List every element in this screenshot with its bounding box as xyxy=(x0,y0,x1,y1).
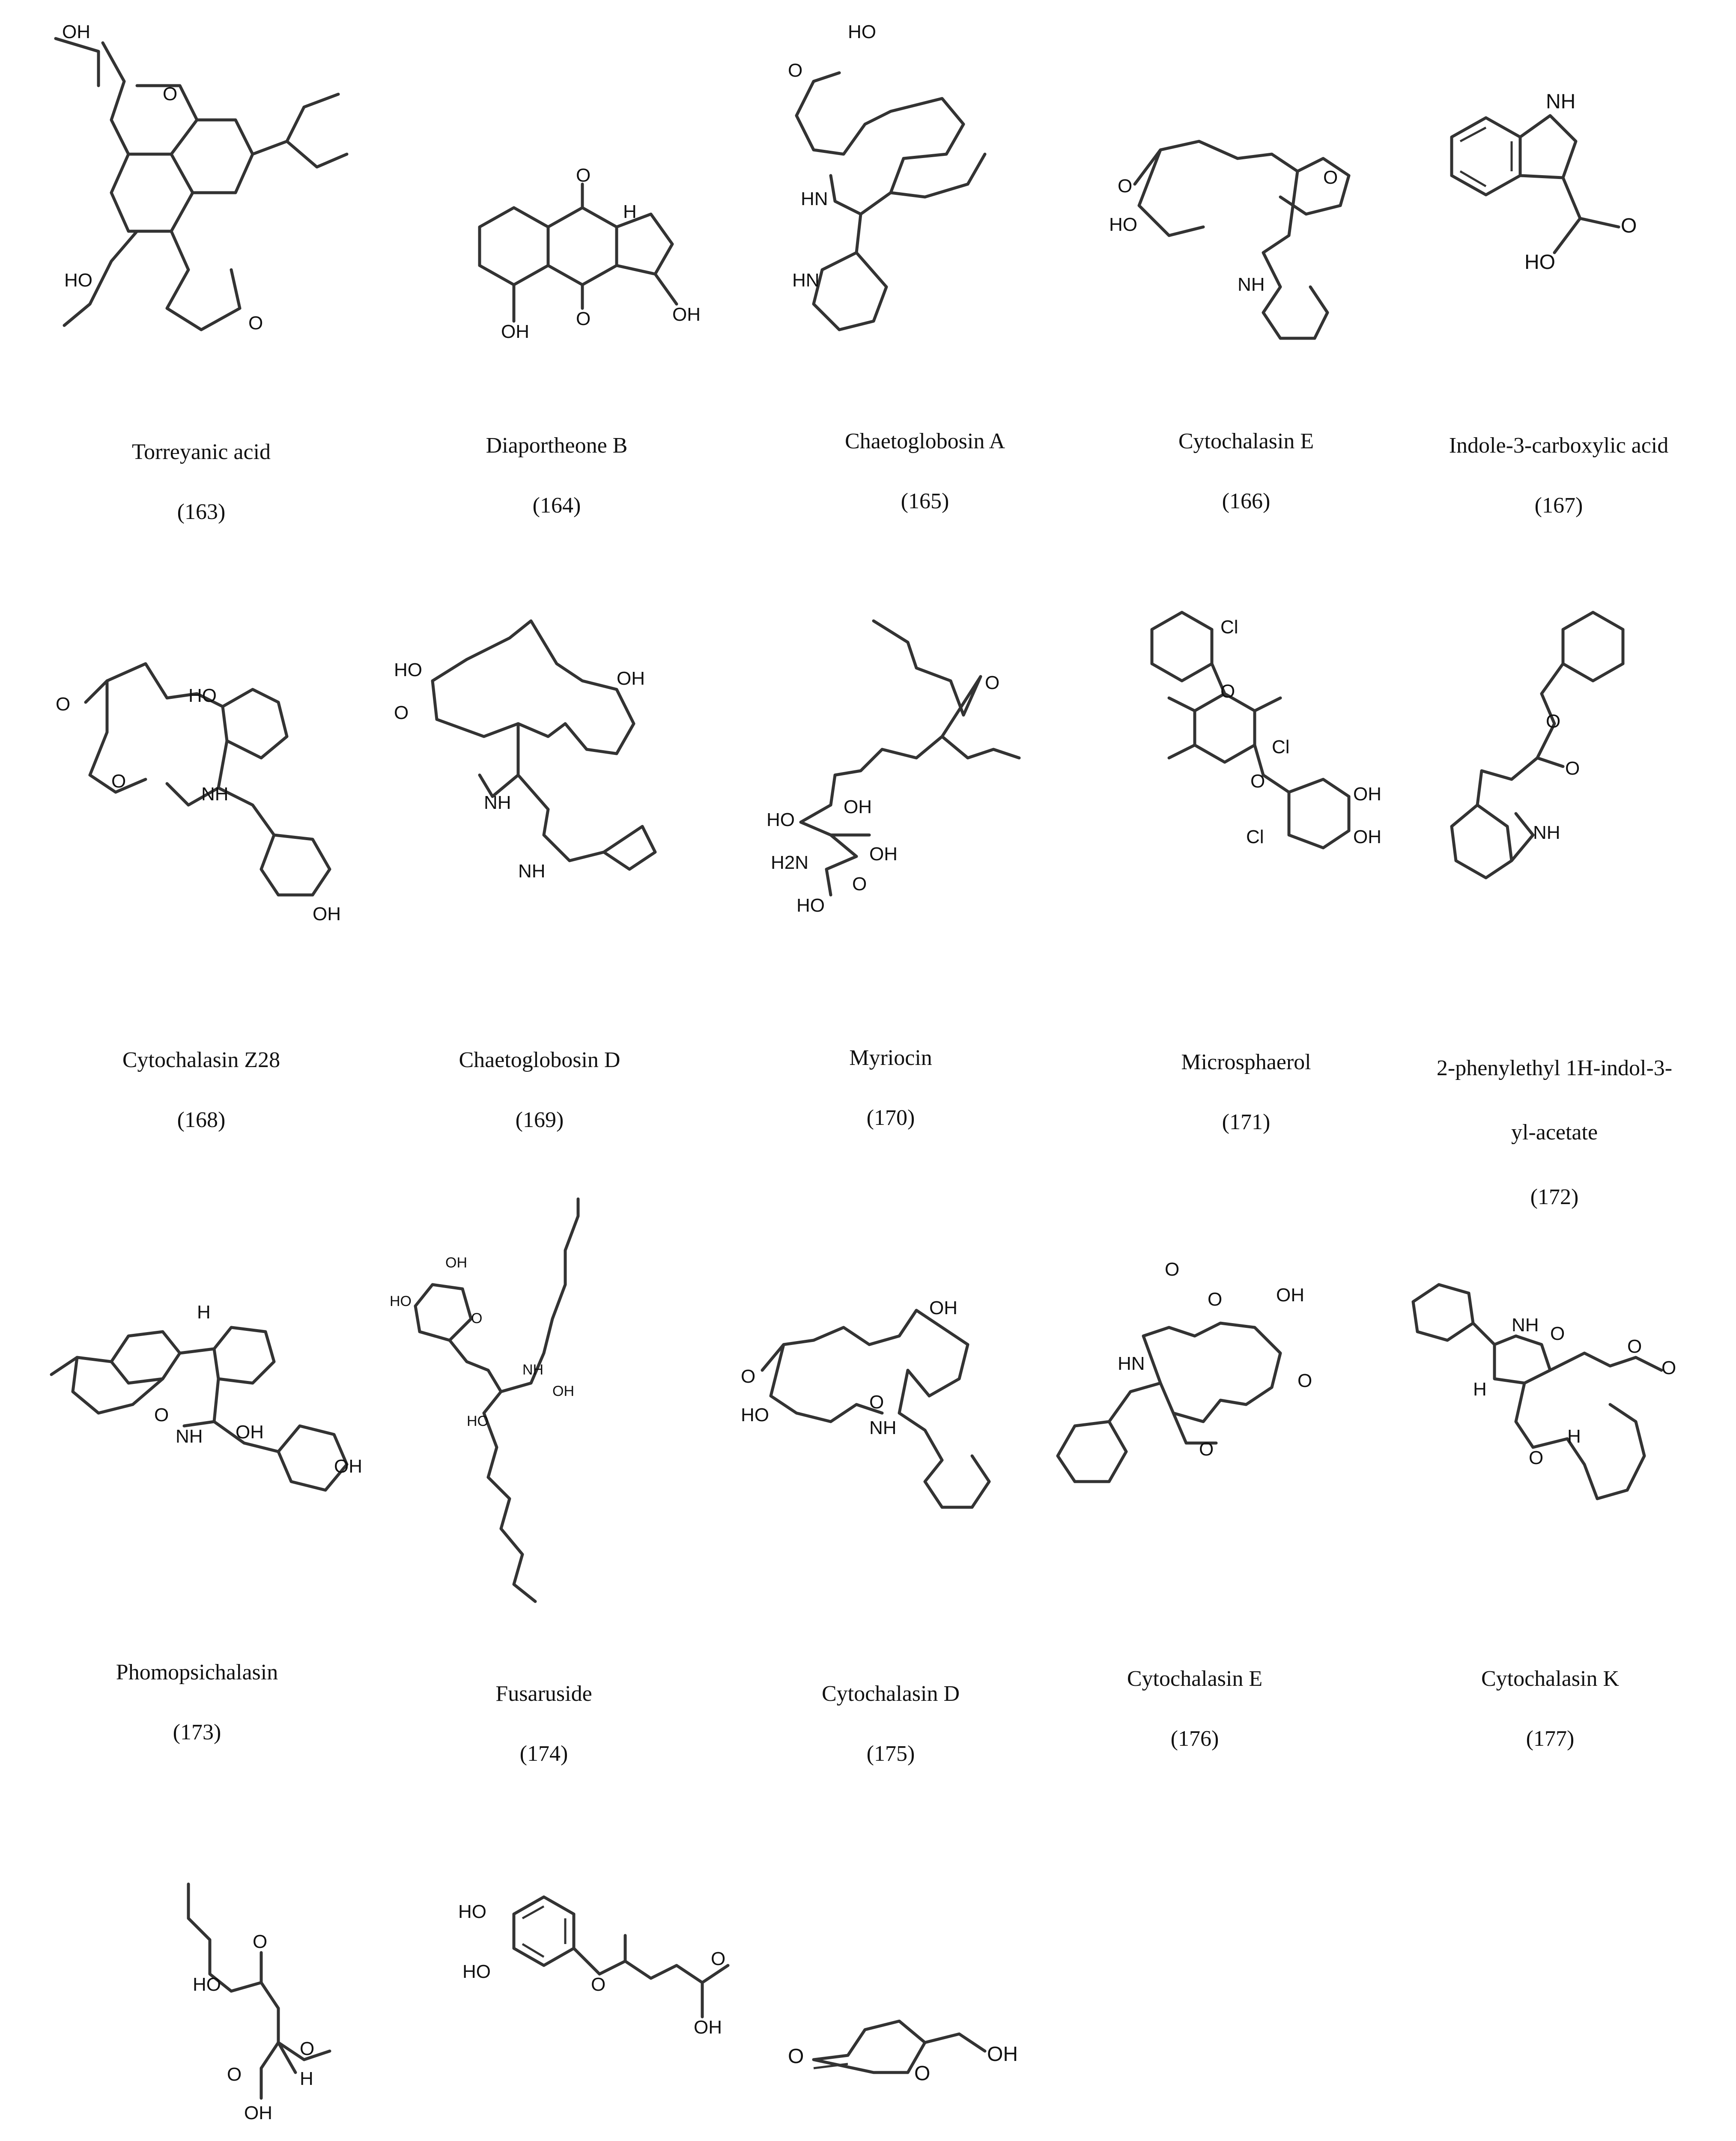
compound-name: Cytochalasin E xyxy=(1178,429,1314,453)
atom-oh: OH xyxy=(334,1456,362,1477)
compound-name: Microsphaerol xyxy=(1181,1050,1311,1074)
atom-oh: OH xyxy=(445,1255,467,1271)
atom-nh: NH xyxy=(176,1426,203,1447)
structure-171 xyxy=(1083,595,1409,938)
atom-oh: OH xyxy=(617,668,645,689)
atom-oh: OH xyxy=(313,904,341,924)
atom-ho: HO xyxy=(767,809,795,830)
atom-ho: HO xyxy=(741,1404,769,1425)
atom-ho: HO xyxy=(467,1413,489,1429)
atom-o: O xyxy=(788,60,803,81)
atom-o: O xyxy=(154,1404,169,1425)
atom-o: O xyxy=(111,771,126,792)
atom-o: O xyxy=(576,165,591,186)
atom-o: O xyxy=(788,2045,804,2068)
atom-oh: OH xyxy=(844,796,872,817)
structure-170 xyxy=(728,595,1053,938)
atom-oh: OH xyxy=(1353,826,1381,847)
compound-name-line2: yl-acetate xyxy=(1511,1120,1598,1145)
atom-oh: OH xyxy=(869,844,898,865)
structure-178 xyxy=(47,1867,373,2141)
atom-hn: HN xyxy=(1118,1353,1145,1374)
compound-name: Phomopsichalasin xyxy=(116,1660,278,1685)
compound-number: (164) xyxy=(532,493,581,518)
compound-number: (169) xyxy=(515,1108,564,1132)
structure-163 xyxy=(39,13,364,355)
atom-o: O xyxy=(576,308,591,329)
atom-h: H xyxy=(300,2068,313,2089)
structure-166 xyxy=(1083,13,1409,355)
compound-number: (163) xyxy=(177,500,226,524)
atom-o: O xyxy=(1250,771,1265,792)
atom-nh: NH xyxy=(1546,90,1576,113)
compound-name: Chaetoglobosin A xyxy=(844,429,1005,453)
atom-o: O xyxy=(1627,1336,1642,1357)
structure-176 xyxy=(1032,1242,1357,1584)
compound-number: (168) xyxy=(177,1108,226,1132)
structure-180 xyxy=(771,1867,1096,2141)
atom-h: H xyxy=(1567,1426,1581,1447)
atom-o: O xyxy=(56,694,71,715)
atom-o: O xyxy=(1208,1289,1223,1310)
atom-o: O xyxy=(1550,1323,1565,1344)
structure-175 xyxy=(728,1242,1053,1584)
atom-o: O xyxy=(471,1310,483,1327)
atom-oh: OH xyxy=(1353,784,1381,805)
atom-oh: OH xyxy=(1276,1285,1304,1306)
atom-o: O xyxy=(741,1366,756,1387)
atom-o: O xyxy=(1118,176,1133,197)
structure-165 xyxy=(762,13,1088,355)
atom-ho: HO xyxy=(458,1901,486,1922)
atom-o: O xyxy=(1621,215,1637,237)
atom-ho: HO xyxy=(1524,251,1555,274)
compound-number: (175) xyxy=(866,1741,915,1766)
compound-name: Chaetoglobosin D xyxy=(459,1048,620,1072)
compound-name: Cytochalasin Z28 xyxy=(122,1048,280,1072)
atom-o: O xyxy=(914,2062,931,2085)
structure-164 xyxy=(394,13,719,355)
compound-number: (174) xyxy=(519,1741,568,1766)
atom-o: O xyxy=(1661,1357,1676,1378)
atom-ho: HO xyxy=(394,659,422,680)
compound-name: Cytochalasin E xyxy=(1127,1667,1263,1691)
atom-o: O xyxy=(300,2038,315,2059)
structure-172 xyxy=(1392,595,1717,938)
atom-hn: HN xyxy=(792,270,820,291)
atom-h: H xyxy=(1473,1379,1487,1400)
atom-ho: HO xyxy=(188,685,217,706)
compound-number: (171) xyxy=(1222,1110,1271,1134)
atom-o: O xyxy=(1323,167,1338,188)
compound-name-line1: 2-phenylethyl 1H-indol-3- xyxy=(1436,1056,1673,1080)
atom-nh: NH xyxy=(518,861,546,882)
compound-number: (177) xyxy=(1526,1727,1575,1751)
structure-167 xyxy=(1396,13,1721,355)
atom-nh: NH xyxy=(201,784,229,805)
atom-ho: HO xyxy=(193,1974,221,1995)
compound-name: Myriocin xyxy=(849,1046,932,1070)
atom-nh: NH xyxy=(1533,822,1560,843)
atom-o: O xyxy=(248,313,263,334)
atom-o: O xyxy=(1529,1447,1544,1468)
atom-o: O xyxy=(227,2064,242,2085)
atom-o: O xyxy=(1565,758,1580,779)
compound-name: Torreyanic acid xyxy=(131,440,271,464)
atom-o: O xyxy=(394,702,409,723)
structure-168 xyxy=(39,595,364,938)
atom-o: O xyxy=(1298,1370,1312,1391)
atom-ho: HO xyxy=(64,270,92,291)
compound-number: (166) xyxy=(1222,489,1271,513)
atom-o: O xyxy=(711,1948,726,1969)
atom-oh: OH xyxy=(236,1422,264,1443)
atom-oh: OH xyxy=(552,1383,574,1399)
atom-o: O xyxy=(1220,681,1235,702)
atom-nh: NH xyxy=(1512,1315,1539,1336)
compound-number: (172) xyxy=(1530,1185,1579,1209)
atom-h2n: H2N xyxy=(771,852,809,873)
atom-cl: Cl xyxy=(1246,826,1264,847)
atom-o: O xyxy=(1165,1259,1180,1280)
atom-h: H xyxy=(197,1302,211,1323)
compound-name: Indole-3-carboxylic acid xyxy=(1449,433,1669,458)
atom-ho: HO xyxy=(848,21,876,42)
compound-name: Fusaruside xyxy=(495,1682,592,1706)
atom-o: O xyxy=(1199,1439,1214,1460)
atom-o: O xyxy=(163,83,178,104)
compound-number: (176) xyxy=(1170,1727,1219,1751)
compound-number: (170) xyxy=(866,1106,915,1130)
atom-cl: Cl xyxy=(1272,737,1290,757)
atom-oh: OH xyxy=(501,321,529,342)
structure-177 xyxy=(1387,1242,1713,1584)
structure-174 xyxy=(381,1190,707,1619)
structure-173 xyxy=(34,1233,360,1576)
atom-oh: OH xyxy=(987,2043,1018,2066)
atom-o: O xyxy=(852,874,867,895)
atom-hn: HN xyxy=(801,188,828,209)
atom-o: O xyxy=(985,672,1000,693)
atom-ho: HO xyxy=(796,895,825,916)
compound-name: Cytochalasin D xyxy=(821,1682,960,1706)
atom-nh: NH xyxy=(1238,274,1265,295)
compound-number: (173) xyxy=(173,1720,221,1744)
atom-cl: Cl xyxy=(1220,617,1238,638)
structure-169 xyxy=(377,595,702,938)
atom-oh: OH xyxy=(929,1297,957,1318)
atom-o: O xyxy=(253,1931,268,1952)
compound-name: Cytochalasin K xyxy=(1481,1667,1620,1691)
compound-number: (165) xyxy=(901,489,949,513)
atom-oh: OH xyxy=(694,2017,722,2038)
atom-ho: HO xyxy=(462,1961,491,1982)
atom-oh: OH xyxy=(672,304,701,325)
structure-179 xyxy=(437,1867,762,2141)
atom-ho: HO xyxy=(1109,214,1137,235)
atom-nh: NH xyxy=(484,792,511,813)
atom-o: O xyxy=(1546,711,1561,732)
atom-o: O xyxy=(869,1392,884,1413)
atom-ho: HO xyxy=(390,1293,412,1309)
atom-o: O xyxy=(591,1974,606,1995)
atom-oh: OH xyxy=(62,21,90,42)
atom-h: H xyxy=(623,201,637,222)
atom-oh: OH xyxy=(244,2102,272,2123)
compound-number: (167) xyxy=(1534,493,1583,518)
atom-nh: NH xyxy=(522,1362,544,1378)
compound-name: Diaportheone B xyxy=(486,433,628,458)
atom-nh: NH xyxy=(869,1417,897,1438)
